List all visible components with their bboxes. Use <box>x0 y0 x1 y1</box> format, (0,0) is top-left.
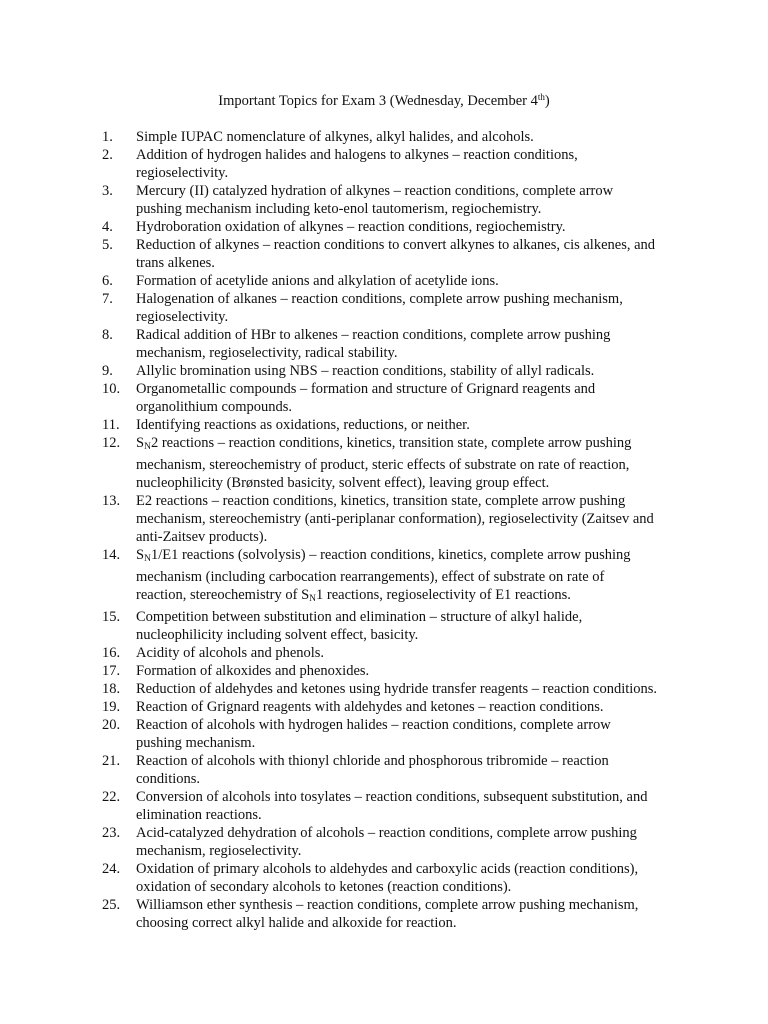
item-line: Reduction of aldehydes and ketones using hydride transfer reagents – reaction conditions. <box>136 681 658 697</box>
item-line: regioselectivity. <box>136 165 229 181</box>
item-line: elimination reactions. <box>136 807 262 823</box>
list-item <box>0 290 768 326</box>
item-line: Reaction of alcohols with hydrogen halides – reaction conditions, complete arrow <box>136 717 611 733</box>
item-line: Reaction of alcohols with thionyl chloride and phosphorous tribromide – reaction <box>136 753 609 769</box>
title-superscript: th <box>537 92 545 102</box>
list-item <box>0 716 768 752</box>
item-line: Organometallic compounds – formation and structure of Grignard reagents and <box>136 381 596 397</box>
item-number: 1. <box>102 129 113 145</box>
item-number: 3. <box>102 183 113 199</box>
list-item <box>0 434 768 492</box>
item-number: 15. <box>102 609 121 625</box>
item-line: Hydroboration oxidation of alkynes – reaction conditions, regiochemistry. <box>136 219 566 235</box>
item-number: 5. <box>102 237 113 253</box>
line-text: 1 reactions, regioselectivity of E1 reactions. <box>316 587 571 603</box>
item-line: Simple IUPAC nomenclature of alkynes, alkyl halides, and alcohols. <box>136 129 534 145</box>
item-line: oxidation of secondary alcohols to ketones (reaction conditions). <box>136 879 512 895</box>
subscript-n: N <box>144 554 151 564</box>
item-number: 4. <box>102 219 113 235</box>
list-item <box>0 662 768 680</box>
item-line: Acidity of alcohols and phenols. <box>136 645 325 661</box>
item-number: 19. <box>102 699 121 715</box>
item-number: 6. <box>102 273 113 289</box>
topics-list <box>0 128 768 932</box>
item-line: mechanism, stereochemistry of product, steric effects of substrate on rate of reaction, <box>136 457 630 473</box>
list-item <box>0 272 768 290</box>
item-line <box>136 586 688 608</box>
list-item <box>0 896 768 932</box>
item-line: Williamson ether synthesis – reaction conditions, complete arrow pushing mechanism, <box>136 897 639 913</box>
item-line: Acid-catalyzed dehydration of alcohols – reaction conditions, complete arrow pushing <box>136 825 637 841</box>
item-line: Competition between substitution and elimination – structure of alkyl halide, <box>136 609 583 625</box>
line-text: 1/E1 reactions (solvolysis) – reaction conditions, kinetics, complete arrow pushing <box>150 547 631 563</box>
item-line: anti-Zaitsev products). <box>136 529 268 545</box>
item-number: 13. <box>102 493 121 509</box>
list-item <box>0 752 768 788</box>
list-item <box>0 492 768 546</box>
list-item <box>0 182 768 218</box>
item-line: Formation of alkoxides and phenoxides. <box>136 663 370 679</box>
item-number: 7. <box>102 291 113 307</box>
item-number: 8. <box>102 327 113 343</box>
item-number: 18. <box>102 681 121 697</box>
list-item <box>0 416 768 434</box>
item-line: Reaction of Grignard reagents with aldehydes and ketones – reaction conditions. <box>136 699 604 715</box>
item-number: 17. <box>102 663 121 679</box>
line-text: reaction, stereochemistry of S <box>136 587 310 603</box>
item-line: trans alkenes. <box>136 255 215 271</box>
item-line: Halogenation of alkanes – reaction conditions, complete arrow pushing mechanism, <box>136 291 623 307</box>
list-item <box>0 644 768 662</box>
item-number: 16. <box>102 645 121 661</box>
item-line: pushing mechanism. <box>136 735 256 751</box>
list-item <box>0 860 768 896</box>
subscript-n: N <box>309 594 317 604</box>
item-number: 2. <box>102 147 113 163</box>
list-item <box>0 380 768 416</box>
title-text: Important Topics for Exam 3 (Wednesday, December 4 <box>218 93 538 109</box>
item-line: Mercury (II) catalyzed hydration of alkynes – reaction conditions, complete arrow <box>136 183 614 199</box>
list-item <box>0 608 768 644</box>
list-item <box>0 218 768 236</box>
item-number: 10. <box>102 381 121 397</box>
item-line: mechanism, stereochemistry (anti-periplanar conformation), regioselectivity (Zaitsev and <box>136 511 654 527</box>
item-line: nucleophilicity (Brønsted basicity, solvent effect), leaving group effect. <box>136 475 550 491</box>
item-number: 14. <box>102 547 121 563</box>
item-line: mechanism (including carbocation rearrangements), effect of substrate on rate of <box>136 569 605 585</box>
item-number: 23. <box>102 825 121 841</box>
item-line: Reduction of alkynes – reaction conditions to convert alkynes to alkanes, cis alkenes, and <box>136 237 656 253</box>
list-item <box>0 788 768 824</box>
item-line <box>136 546 688 568</box>
item-number: 11. <box>102 417 120 433</box>
item-line: conditions. <box>136 771 201 787</box>
list-item <box>0 128 768 146</box>
item-line <box>136 434 688 456</box>
title-close: ) <box>544 93 550 109</box>
item-number: 20. <box>102 717 121 733</box>
item-line: Oxidation of primary alcohols to aldehydes and carboxylic acids (reaction conditions), <box>136 861 639 877</box>
list-item <box>0 698 768 716</box>
list-item <box>0 146 768 182</box>
line-text: 2 reactions – reaction conditions, kinetics, transition state, complete arrow pushing <box>150 435 632 451</box>
list-item <box>0 236 768 272</box>
item-line: organolithium compounds. <box>136 399 293 415</box>
subscript-s: S <box>136 547 145 563</box>
list-item <box>0 680 768 698</box>
item-line: choosing correct alkyl halide and alkoxide for reaction. <box>136 915 457 931</box>
list-item <box>0 362 768 380</box>
list-item <box>0 326 768 362</box>
item-number: 21. <box>102 753 121 769</box>
page-title <box>0 91 768 111</box>
item-line: Radical addition of HBr to alkenes – reaction conditions, complete arrow pushing <box>136 327 611 343</box>
list-item <box>0 546 768 608</box>
item-line: nucleophilicity including solvent effect, basicity. <box>136 627 419 643</box>
item-number: 9. <box>102 363 113 379</box>
list-item <box>0 824 768 860</box>
item-line: regioselectivity. <box>136 309 229 325</box>
item-number: 24. <box>102 861 121 877</box>
item-line: Formation of acetylide anions and alkylation of acetylide ions. <box>136 273 499 289</box>
item-number: 25. <box>102 897 121 913</box>
item-line: Conversion of alcohols into tosylates – reaction conditions, subsequent substitution, and <box>136 789 648 805</box>
item-line: Addition of hydrogen halides and halogens to alkynes – reaction conditions, <box>136 147 578 163</box>
subscript-s: S <box>136 435 145 451</box>
item-number: 12. <box>102 435 121 451</box>
item-number: 22. <box>102 789 121 805</box>
item-line: pushing mechanism including keto-enol tautomerism, regiochemistry. <box>136 201 542 217</box>
item-line: Identifying reactions as oxidations, reductions, or neither. <box>136 417 470 433</box>
item-line: E2 reactions – reaction conditions, kinetics, transition state, complete arrow pushing <box>136 493 626 509</box>
subscript-n: N <box>144 442 151 452</box>
item-line: mechanism, regioselectivity, radical stability. <box>136 345 398 361</box>
item-line: mechanism, regioselectivity. <box>136 843 302 859</box>
item-line: Allylic bromination using NBS – reaction conditions, stability of allyl radicals. <box>136 363 595 379</box>
